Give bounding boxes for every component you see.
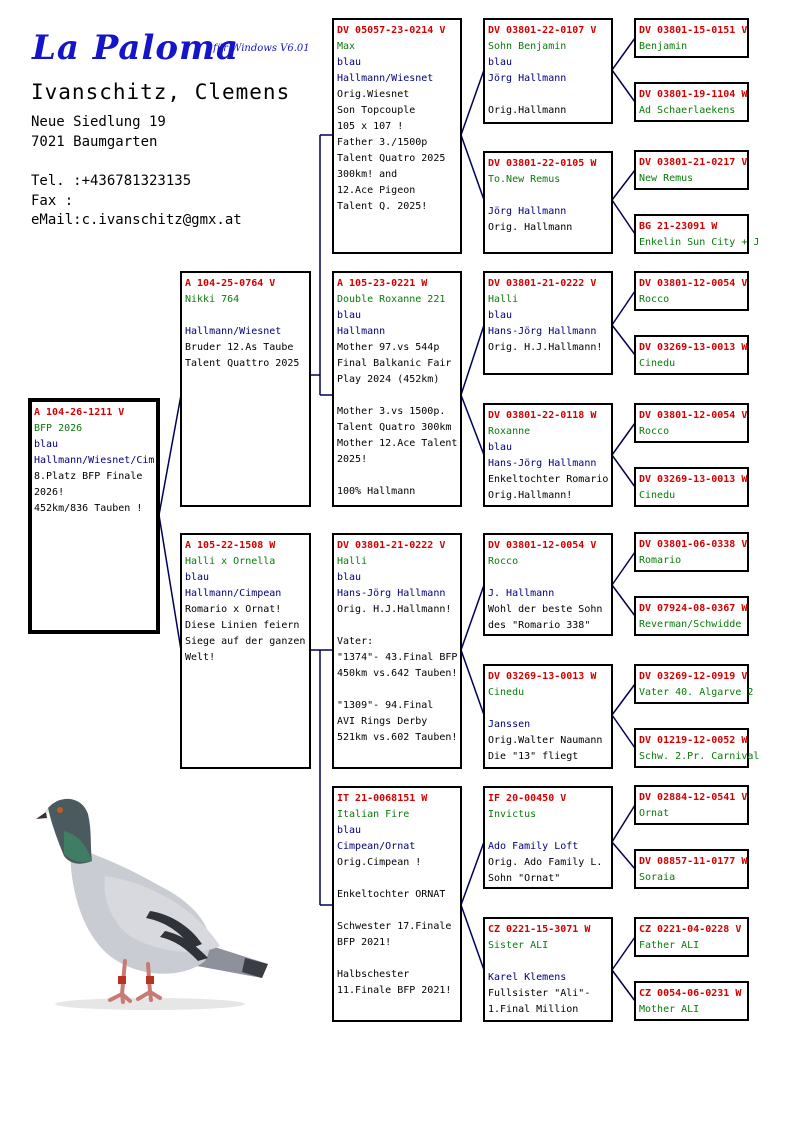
bird-color: blau: [488, 442, 513, 453]
bird-note: Talent Quatro 2025: [337, 153, 446, 164]
bird-note: "1374"- 43.Final BFP: [337, 652, 458, 663]
bird-note: Schwester 17.Finale: [337, 921, 452, 932]
bird-note: [337, 618, 458, 634]
pedigree-grandparent-4: [332, 786, 462, 1022]
bird-note: Siege auf der ganzen: [185, 636, 306, 647]
owner-city: 7021 Baumgarten: [31, 134, 158, 150]
bird-note: Welt!: [185, 652, 216, 663]
bird-color: [488, 188, 609, 204]
bird-note: Vater:: [337, 636, 374, 647]
bird-note: Talent Q. 2025!: [337, 201, 428, 212]
bird-name: Max: [337, 41, 356, 52]
pedigree-ggg-3: [634, 150, 749, 190]
owner-fax: Fax :: [31, 193, 74, 209]
bird-note: Father 3./1500p: [337, 137, 428, 148]
ring-number: A 104-25-0764 V: [185, 278, 276, 289]
bird-color: blau: [488, 310, 513, 321]
bird-note: Orig. Ado Family L.: [488, 857, 603, 868]
bird-color: blau: [337, 572, 362, 583]
bird-owner: Karel Klemens: [488, 972, 567, 983]
pedigree-great-grandparent-7: [483, 786, 613, 889]
bird-note: AVI Rings Derby: [337, 716, 428, 727]
bird-note: 2025!: [337, 454, 368, 465]
ring-number: IF 20-00450 V: [488, 793, 567, 804]
bird-note: 521km vs.602 Tauben!: [337, 732, 458, 743]
bird-name: Rocco: [488, 556, 519, 567]
bird-name: Mother ALI: [639, 1004, 700, 1015]
bird-color: [488, 954, 609, 970]
ring-number: DV 03269-13-0013 W: [488, 671, 597, 682]
bird-name: Italian Fire: [337, 809, 410, 820]
bird-note: "1309"- 94.Final: [337, 700, 434, 711]
bird-note: 450km vs.642 Tauben!: [337, 668, 458, 679]
bird-note: Orig.Cimpean !: [337, 857, 422, 868]
bird-note: Halbschester: [337, 969, 410, 980]
bird-note: Orig.Hallmann: [488, 105, 567, 116]
pedigree-ggg-15: [634, 917, 749, 957]
ring-number: DV 03801-22-0118 W: [488, 410, 597, 421]
bird-owner: Janssen: [488, 719, 531, 730]
logo-subtitle: für Windows V6.01: [213, 43, 310, 54]
pedigree-great-grandparent-1: [483, 18, 613, 124]
ring-number: CZ 0221-04-0228 V: [639, 924, 742, 935]
pedigree-grandparent-2: [332, 271, 462, 507]
pedigree-ggg-10: [634, 596, 749, 636]
pedigree-great-grandparent-3: [483, 271, 613, 375]
bird-note: Mother 97.vs 544p: [337, 342, 440, 353]
bird-note: des "Romario 338": [488, 620, 591, 631]
bird-owner: Hans-Jörg Hallmann: [488, 326, 597, 337]
ring-number: DV 03801-21-0222 V: [488, 278, 597, 289]
bird-name: Halli: [488, 294, 519, 305]
bird-color: blau: [34, 439, 59, 450]
bird-note: Sohn "Ornat": [488, 873, 561, 884]
pedigree-ggg-16: [634, 981, 749, 1021]
bird-name: Benjamin: [639, 41, 688, 52]
bird-note: Mother 3.vs 1500p.: [337, 406, 446, 417]
bird-name: Ad Schaerlaekens: [639, 105, 736, 116]
ring-number: CZ 0054-06-0231 W: [639, 988, 742, 999]
bird-name: Rocco: [639, 294, 670, 305]
bird-note: 100% Hallmann: [337, 486, 416, 497]
bird-name: Double Roxanne 221: [337, 294, 446, 305]
bird-note: 1.Final Million: [488, 1004, 579, 1015]
ring-number: DV 03801-21-0222 V: [337, 540, 446, 551]
bird-name: Reverman/Schwidde: [639, 619, 742, 630]
bird-name: Soraia: [639, 872, 676, 883]
bird-owner: Jörg Hallmann: [488, 206, 567, 217]
bird-note: Enkeltochter Romario: [488, 474, 609, 485]
bird-color: blau: [185, 572, 210, 583]
bird-owner: Ado Family Loft: [488, 841, 579, 852]
pedigree-ggg-5: [634, 271, 749, 311]
pedigree-ggg-6: [634, 335, 749, 375]
bird-name: BFP 2026: [34, 423, 83, 434]
bird-note: 105 x 107 !: [337, 121, 404, 132]
bird-color: [185, 308, 307, 324]
bird-name: Cinedu: [488, 687, 525, 698]
bird-name: Halli: [337, 556, 368, 567]
bird-owner: Hallmann/Cimpean: [185, 588, 282, 599]
ring-number: DV 02884-12-0541 V: [639, 792, 748, 803]
bird-owner: Cimpean/Ornat: [337, 841, 416, 852]
bird-note: Orig.Hallmann!: [488, 490, 573, 501]
bird-note: Mother 12.Ace Talent: [337, 438, 458, 449]
pedigree-ggg-12: [634, 728, 760, 768]
ring-number: DV 03801-06-0338 V: [639, 539, 748, 550]
bird-note: Talent Quatro 300km: [337, 422, 452, 433]
bird-note: Die "13" fliegt: [488, 751, 579, 762]
ring-number: A 105-23-0221 W: [337, 278, 428, 289]
bird-note: BFP 2021!: [337, 937, 392, 948]
bird-owner: Hans-Jörg Hallmann: [488, 458, 597, 469]
bird-color: blau: [337, 57, 362, 68]
bird-owner: Hallmann: [337, 326, 386, 337]
bird-name: Nikki 764: [185, 294, 240, 305]
bird-name: New Remus: [639, 173, 694, 184]
bird-note: 2026!: [34, 487, 65, 498]
ring-number: DV 03801-12-0054 V: [639, 410, 748, 421]
pedigree-great-grandparent-2: [483, 151, 613, 254]
bird-name: Schw. 2.Pr. Carnival: [639, 751, 760, 762]
pedigree-great-grandparent-5: [483, 533, 613, 636]
bird-owner: Hallmann/Wiesnet/Cim: [34, 455, 155, 466]
bird-note: 8.Platz BFP Finale: [34, 471, 143, 482]
bird-note: Orig. H.J.Hallmann!: [337, 604, 452, 615]
ring-number: DV 03801-19-1104 W: [639, 89, 748, 100]
pedigree-grandparent-1: [332, 18, 462, 254]
bird-color: [488, 570, 609, 586]
ring-number: DV 03801-22-0105 W: [488, 158, 597, 169]
bird-owner: J. Hallmann: [488, 588, 555, 599]
bird-color: [488, 701, 609, 717]
ring-number: A 104-26-1211 V: [34, 407, 125, 418]
pedigree-ggg-13: [634, 785, 749, 825]
pedigree-ggg-2: [634, 82, 749, 122]
bird-note: Play 2024 (452km): [337, 374, 440, 385]
owner-email: eMail:c.ivanschitz@gmx.at: [31, 212, 242, 228]
bird-owner: Jörg Hallmann: [488, 73, 567, 84]
ring-number: A 105-22-1508 W: [185, 540, 276, 551]
bird-note: 300km! and: [337, 169, 398, 180]
ring-number: DV 03801-15-0151 V: [639, 25, 748, 36]
ring-number: DV 03801-12-0054 V: [639, 278, 748, 289]
ring-number: DV 03801-12-0054 V: [488, 540, 597, 551]
ring-number: IT 21-0068151 W: [337, 793, 428, 804]
pedigree-ggg-11: [634, 664, 754, 704]
pedigree-ggg-7: [634, 403, 749, 443]
bird-note: Orig. Hallmann: [488, 222, 573, 233]
bird-note: [337, 951, 458, 967]
ring-number: DV 01219-12-0052 W: [639, 735, 748, 746]
pedigree-great-grandparent-6: [483, 664, 613, 769]
bird-color: blau: [488, 57, 513, 68]
bird-note: Diese Linien feiern: [185, 620, 300, 631]
bird-note: [337, 871, 458, 887]
bird-name: Invictus: [488, 809, 537, 820]
bird-name: Roxanne: [488, 426, 531, 437]
pedigree-ggg-8: [634, 467, 749, 507]
bird-note: [337, 388, 458, 404]
bird-note: Bruder 12.As Taube: [185, 342, 294, 353]
bird-name: Cinedu: [639, 358, 676, 369]
pedigree-ggg-1: [634, 18, 749, 58]
bird-owner: Hallmann/Wiesnet: [185, 326, 282, 337]
bird-note: 12.Ace Pigeon: [337, 185, 416, 196]
bird-name: Cinedu: [639, 490, 676, 501]
bird-note: Enkeltochter ORNAT: [337, 889, 446, 900]
bird-note: 452km/836 Tauben !: [34, 503, 143, 514]
ring-number: CZ 0221-15-3071 W: [488, 924, 591, 935]
bird-color: [488, 823, 609, 839]
ring-number: DV 03269-13-0013 W: [639, 342, 748, 353]
pedigree-grandparent-3: [332, 533, 462, 769]
bird-note: [337, 903, 458, 919]
bird-note: Orig.Walter Naumann: [488, 735, 603, 746]
owner-tel: Tel. :+436781323135: [31, 173, 192, 189]
pedigree-ggg-14: [634, 849, 749, 889]
owner-name: Ivanschitz, Clemens: [31, 80, 291, 104]
pedigree-father: [180, 271, 311, 507]
ring-number: DV 03269-13-0013 W: [639, 474, 748, 485]
bird-name: Vater 40. Algarve 2: [639, 687, 754, 698]
bird-name: Rocco: [639, 426, 670, 437]
pedigree-great-grandparent-8: [483, 917, 613, 1022]
ring-number: DV 03801-21-0217 V: [639, 157, 748, 168]
bird-name: Romario: [639, 555, 682, 566]
pedigree-ggg-4: [634, 214, 760, 254]
logo: La Paloma: [32, 28, 240, 68]
ring-number: BG 21-23091 W: [639, 221, 718, 232]
ring-number: DV 07924-08-0367 W: [639, 603, 748, 614]
bird-note: Fullsister "Ali"-: [488, 988, 591, 999]
pedigree-mother: [180, 533, 311, 769]
bird-color: blau: [337, 310, 362, 321]
bird-name: Father ALI: [639, 940, 700, 951]
bird-name: Sister ALI: [488, 940, 549, 951]
bird-note: Romario x Ornat!: [185, 604, 282, 615]
ring-number: DV 05057-23-0214 V: [337, 25, 446, 36]
bird-owner: Hans-Jörg Hallmann: [337, 588, 446, 599]
pedigree-ggg-9: [634, 532, 749, 572]
bird-note: [488, 87, 609, 103]
bird-note: [337, 468, 458, 484]
bird-note: Son Topcouple: [337, 105, 416, 116]
bird-note: Talent Quattro 2025: [185, 358, 300, 369]
owner-street: Neue Siedlung 19: [31, 114, 166, 130]
bird-owner: Hallmann/Wiesnet: [337, 73, 434, 84]
bird-name: Ornat: [639, 808, 670, 819]
bird-note: Final Balkanic Fair: [337, 358, 452, 369]
bird-name: To.New Remus: [488, 174, 561, 185]
pedigree-great-grandparent-4: [483, 403, 613, 507]
bird-note: Wohl der beste Sohn: [488, 604, 603, 615]
bird-note: Orig. H.J.Hallmann!: [488, 342, 603, 353]
bird-name: Sohn Benjamin: [488, 41, 567, 52]
bird-name: Halli x Ornella: [185, 556, 276, 567]
ring-number: DV 03801-22-0107 V: [488, 25, 597, 36]
ring-number: DV 08857-11-0177 W: [639, 856, 748, 867]
bird-note: Orig.Wiesnet: [337, 89, 410, 100]
bird-note: 11.Finale BFP 2021!: [337, 985, 452, 996]
bird-color: blau: [337, 825, 362, 836]
ring-number: DV 03269-12-0919 V: [639, 671, 748, 682]
bird-name: Enkelin Sun City + J: [639, 237, 760, 248]
bird-note: [337, 682, 458, 698]
pigeon-photo: [30, 786, 280, 1016]
pedigree-main-bird: [28, 398, 160, 634]
